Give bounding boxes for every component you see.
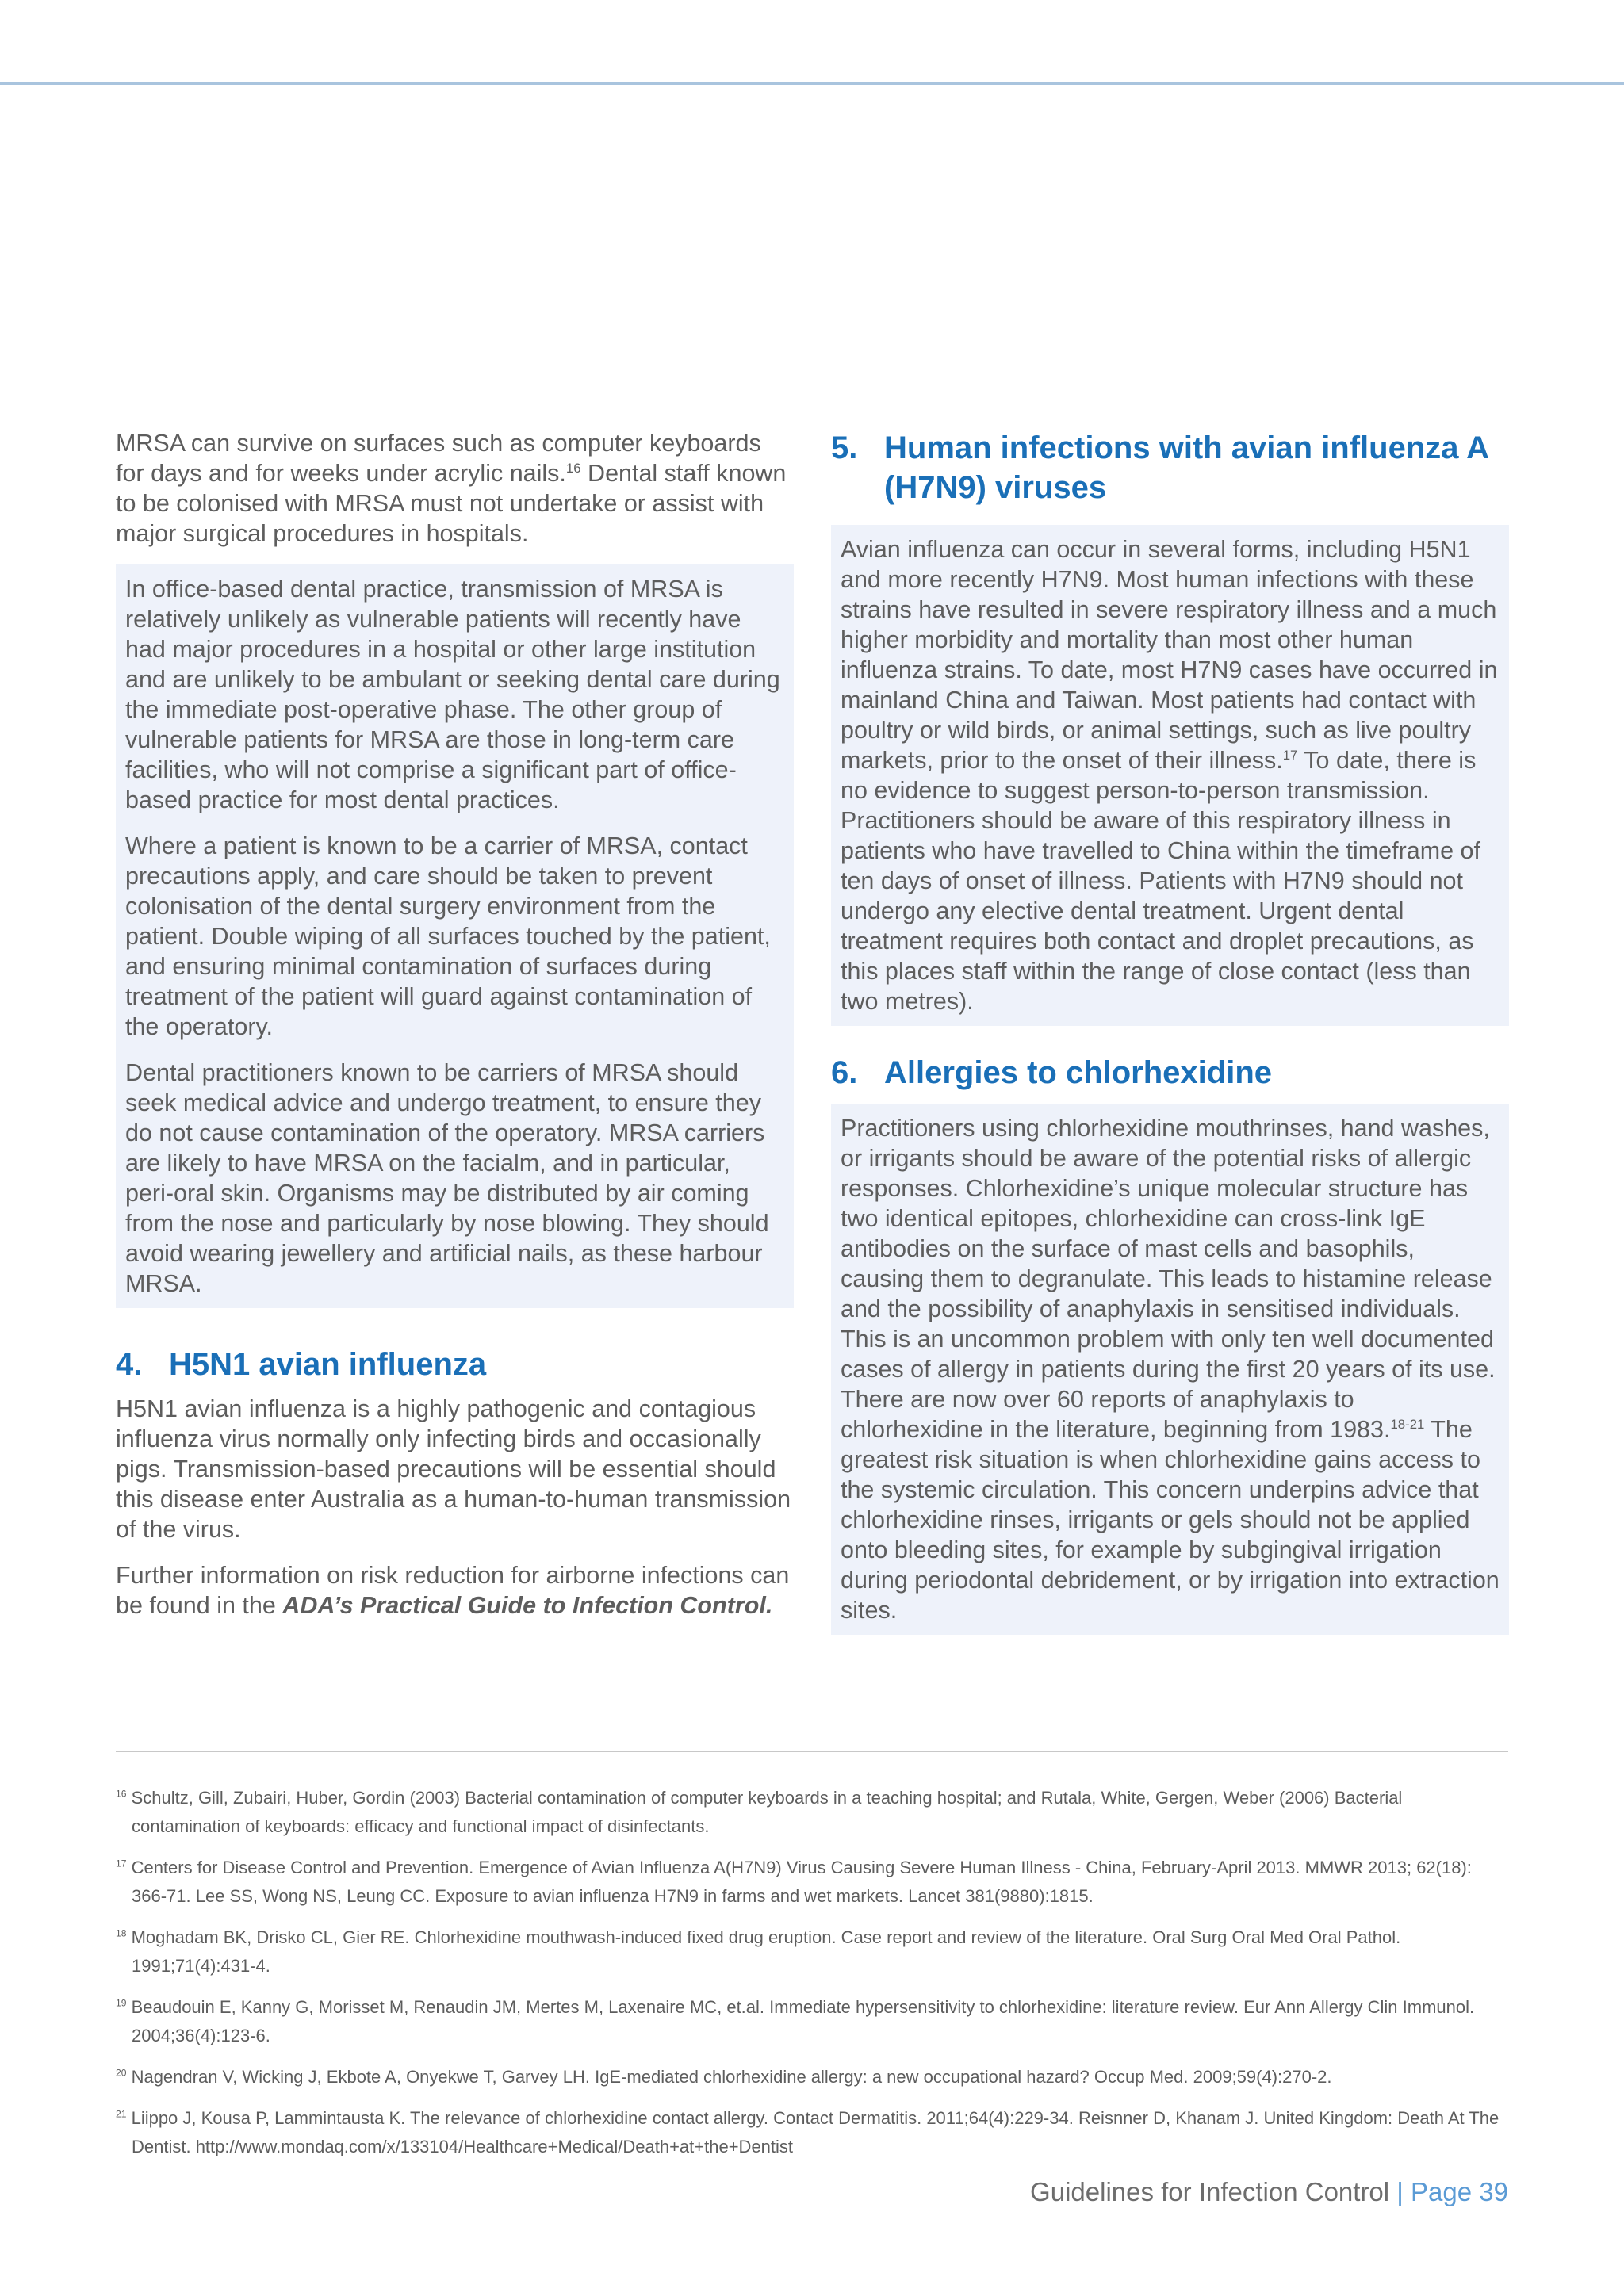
- section-4-title: H5N1 avian influenza: [169, 1347, 487, 1382]
- footer-title: Guidelines for Infection Control: [1030, 2177, 1390, 2206]
- footnotes-list: [116, 1784, 1508, 2174]
- left-column: [116, 428, 794, 1636]
- callout-paragraph-1: In office-based dental practice, transmission of MRSA is relatively unlikely as vulnerable patients will recently have had major procedures in a hospital or other large institution and are unlikely to be ambulant or seeking dental care during the immediate post-operative phase. The other group of vulnerable patients for MRSA are those in long-term care facilities, who will not comprise a significant part of office-based practice for most dental practices.: [125, 576, 780, 813]
- page-number: Page 39: [1411, 2177, 1508, 2206]
- right-column: [831, 428, 1509, 1635]
- footer-separator: |: [1396, 2177, 1404, 2206]
- section-6-paragraph: Practitioners using chlorhexidine mouthrinses, hand washes, or irrigants should be aware of the potential risks of allergic responses. Chlorhexidine’s unique molecular structure has two identical epitopes, chlorhexidine can cross-link IgE antibodies on the surface of mast cells and basophils, causing them to degranulate. This leads to histamine release and the possibility of anaphylaxis in sensitised individuals. This is an uncommon problem with only ten well documented cases of allergy in patients during the first 20 years of its use. There are now over 60 reports of anaphylaxis to chlorhexidine in the literature, beginning from 1983.$^{18-21}$ The greatest risk situation is when chlorhexidine gains access to the systemic circulation. This concern underpins advice that chlorhexidine rinses, irrigants or gels should not be applied onto bleeding sites, for example by subgingival irrigation during periodontal debridement, or by irrigation into extraction sites.: [841, 1115, 1500, 1624]
- callout-paragraph-3: Dental practitioners known to be carriers of MRSA should seek medical advice and undergo treatment, to ensure they do not cause contamination of the operatory. MRSA carriers are likely to have MRSA on the facialm, and in particular, peri-oral skin. Organisms may be distributed by air coming from the nose and particularly by nose blowing. They should avoid wearing jewellery and artificial nails, as these harbour MRSA.: [125, 1059, 769, 1297]
- mrsa-callout-box: [116, 564, 794, 1308]
- section-5-box: [831, 525, 1509, 1026]
- section-5-title: Human infections with avian influenza A (H7N9) viruses: [884, 430, 1488, 505]
- section-5-number: 5.: [831, 430, 858, 465]
- guide-reference: ADA’s Practical Guide to Infection Control.: [282, 1592, 773, 1619]
- section-6-heading: [831, 1053, 1509, 1093]
- footnote-19: $^{19}$ Beaudouin E, Kanny G, Morisset M, Renaudin JM, Mertes M, Laxenaire MC, et.al. Immediate hypersensitivity to chlorhexidine: literature review. Eur Ann Allergy Clin Immunol. 2004;36(4):123-6.: [116, 1997, 1475, 2045]
- section-4-number: 4.: [116, 1347, 143, 1382]
- header-rule: [0, 82, 1624, 85]
- footnote-21: $^{21}$ Liippo J, Kousa P, Lammintausta K. The relevance of chlorhexidine contact allergy. Contact Dermatitis. 2011;64(4):229-34. Reisnner D, Khanam J. United Kingdom: Death At The Dentist. http://www.mondaq.com/x/133104/Healthcare+Medical/Death+at+the+Dentist: [116, 2108, 1500, 2156]
- section-6-box: [831, 1104, 1509, 1635]
- section-4-heading: [116, 1345, 794, 1384]
- section-6-title: Allergies to chlorhexidine: [884, 1055, 1273, 1090]
- footnote-18: $^{18}$ Moghadam BK, Drisko CL, Gier RE. Chlorhexidine mouthwash-induced fixed drug eruption. Case report and review of the literature. Oral Surg Oral Med Oral Pathol. 1991;71(4):431-4.: [116, 1927, 1401, 1976]
- footnote-ref-17[interactable]: 17: [1282, 747, 1298, 763]
- footnote-20: $^{20}$ Nagendran V, Wicking J, Ekbote A, Onyekwe T, Garvey LH. IgE-mediated chlorhexidine allergy: a new occupational hazard? Occup Med. 2009;59(4):270-2.: [116, 2067, 1332, 2087]
- section-5-paragraph: Avian influenza can occur in several forms, including H5N1 and more recently H7N9. Most human infections with these strains have resulted in severe respiratory illness and a much higher morbidity and mortality than most other human influenza strains. To date, most H7N9 cases have occurred in mainland China and Taiwan. Most patients had contact with poultry or wild birds, or animal settings, such as live poultry markets, prior to the onset of their illness.$^{17}$ To date, there is no evidence to suggest person-to-person transmission. Practitioners should be aware of this respiratory illness in patients who have travelled to China within the timeframe of ten days of onset of illness. Patients with H7N9 should not undergo any elective dental treatment. Urgent dental treatment requires both contact and droplet precautions, as this places staff within the range of close contact (less than two metres).: [841, 536, 1498, 1015]
- mrsa-intro-paragraph: MRSA can survive on surfaces such as computer keyboards for days and for weeks under acrylic nails.$^{16}$ Dental staff known to be colonised with MRSA must not undertake or assist with major surgical procedures in hospitals.: [116, 430, 787, 547]
- section-4-paragraph-2: Further information on risk reduction for airborne infections can be found in the ADA’s Practical Guide to Infection Control.: [116, 1562, 790, 1619]
- footnote-ref-18-21[interactable]: 18-21: [1390, 1416, 1425, 1432]
- footnotes-divider: [116, 1751, 1508, 1752]
- footnote-17: $^{17}$ Centers for Disease Control and Prevention. Emergence of Avian Influenza A(H7N9) Virus Causing Severe Human Illness - China, February-April 2013. MMWR 2013; 62(18): 366-71. Lee SS, Wong NS, Leung CC. Exposure to avian influenza H7N9 in farms and wet markets. Lancet 381(9880):1815.: [116, 1858, 1472, 1906]
- page-footer: [1030, 2175, 1508, 2209]
- section-6-number: 6.: [831, 1055, 858, 1090]
- footnote-16: $^{16}$ Schultz, Gill, Zubairi, Huber, Gordin (2003) Bacterial contamination of computer keyboards in a teaching hospital; and Rutala, White, Gergen, Weber (2006) Bacterial contamination of keyboards: efficacy and functional impact of disinfectants.: [116, 1788, 1403, 1836]
- callout-paragraph-2: Where a patient is known to be a carrier of MRSA, contact precautions apply, and care should be taken to prevent colonisation of the dental surgery environment from the patient. Double wiping of all surfaces touched by the patient, and ensuring minimal contamination of surfaces during treatment of the patient will guard against contamination of the operatory.: [125, 832, 771, 1040]
- footnote-ref-16[interactable]: 16: [565, 460, 581, 476]
- section-4-paragraph-1: H5N1 avian influenza is a highly pathogenic and contagious influenza virus normally only infecting birds and occasionally pigs. Transmission-based precautions will be essential should this disease enter Australia as a human-to-human transmission of the virus.: [116, 1395, 791, 1543]
- section-5-heading: [831, 428, 1509, 507]
